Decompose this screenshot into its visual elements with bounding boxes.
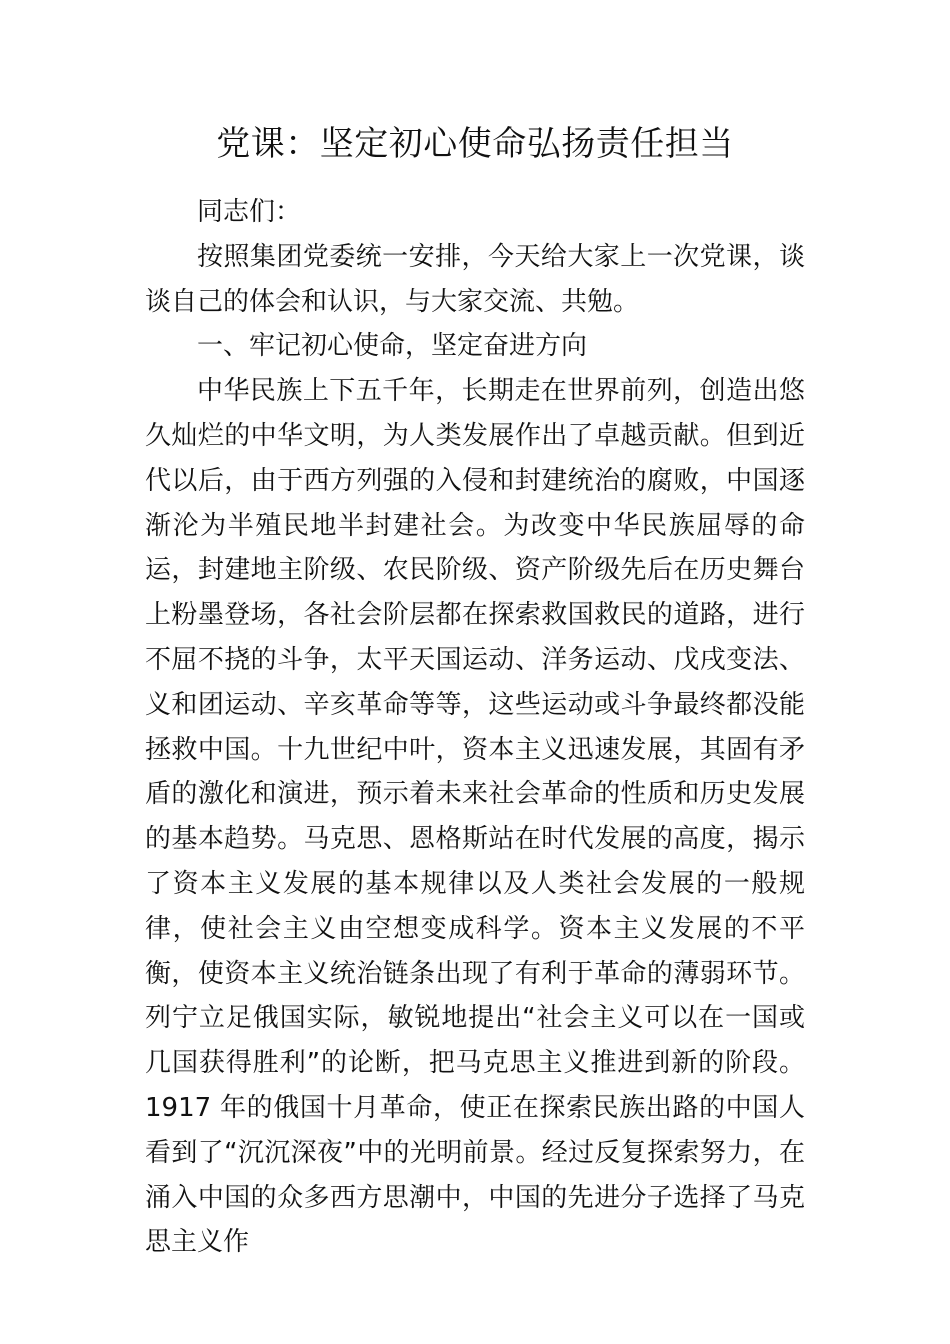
- section-heading: 一、牢记初心使命，坚定奋进方向: [197, 331, 588, 362]
- salutation-paragraph: 同志们：: [197, 197, 302, 227]
- document-title: 党课：坚定初心使命弘扬责任担当: [216, 124, 734, 164]
- body-paragraph: 中华民族上下五千年，长期走在世界前列，创造出悠久灿烂的中华文明，为人类发展作出了卓越贡献。但到近代以后，由于西方列强的入侵和封建统治的腐败，中国逐渐沦为半殖民地半封建社会。为改变中华民族屈辱的命运，封建地主阶级、农民阶级、资产阶级先后在历史舞台上粉墨登场，各社会阶层都在探索救国救民的道路，进行不屈不挠的斗争，太平天国运动、洋务运动、戊戌变法、义和团运动、辛亥革命等等，这些运动或斗争最终都没能拯救中国。十九世纪中叶，资本主义迅速发展，其固有矛盾的激化和演进，预示着未来社会革命的性质和历史发展的基本趋势。马克思、恩格斯站在时代发展的高度，揭示了资本主义发展的基本规律以及人类社会发展的一般规律，使社会主义由空想变成科学。资本主义发展的不平衡，使资本主义统治链条出现了有利于革命的薄弱环节。列宁立足俄国实际，敏锐地提出“社会主义可以在一国或几国获得胜利”的论断，把马克思主义推进到新的阶段。1917 年的俄国十月革命，使正在探索民族出路的中国人看到了“沉沉深夜”中的光明前景。经过反复探索努力，在涌入中国的众多西方思潮中，中国的先进分子选择了马克思主义作: [145, 376, 805, 1258]
- intro-paragraph: 按照集团党委统一安排，今天给大家上一次党课，谈谈自己的体会和认识，与大家交流、共勉。: [145, 241, 805, 317]
- document-body: [145, 190, 805, 1265]
